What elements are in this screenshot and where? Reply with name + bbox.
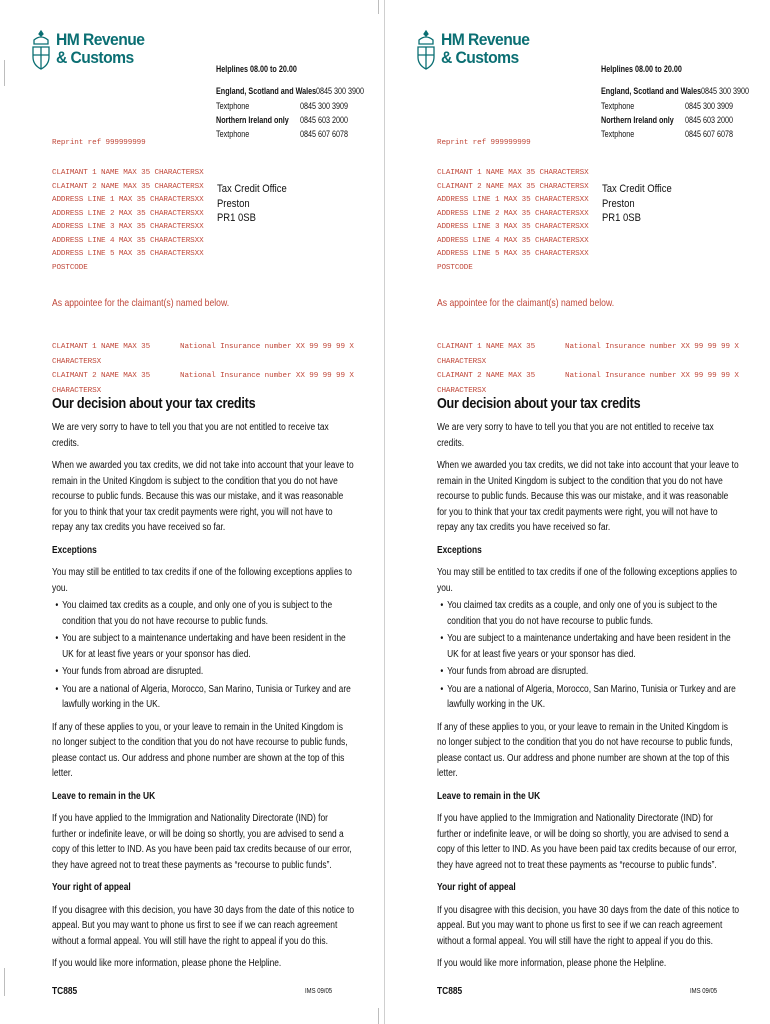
claimant-ni-number: National Insurance number XX 99 99 99 X — [565, 372, 739, 380]
leave-paragraph: If you have applied to the Immigration and Nationality Directorate (IND) for further or indefinite leave, or will be doing so shortly, you are advised to send a copy of this letter to IND. As you have been paid tax credits because of our error, they have agreed not to treat these payments as “recourse to public funds”. — [437, 813, 737, 871]
helpline-number: 0845 603 2000 — [684, 114, 733, 125]
more-info-paragraph: If you would like more information, please phone the Helpline. — [52, 958, 282, 969]
helpline-number: 0845 607 6078 — [299, 129, 348, 140]
helpline-label: Northern Ireland only — [601, 114, 674, 125]
helpline-row — [216, 99, 348, 113]
form-code: TC885 — [437, 986, 463, 997]
logo-line-1: HM Revenue — [56, 30, 145, 49]
ims-code: IMS 09/05 — [690, 988, 718, 995]
letter-heading: Our decision about your tax credits — [52, 395, 256, 412]
helpline-number: 0845 300 3909 — [684, 100, 733, 111]
exceptions-intro: You may still be entitled to tax credits if one of the following exceptions applies to you. — [52, 567, 352, 594]
address-line: CLAIMANT 2 NAME MAX 35 CHARACTERSX — [52, 182, 204, 191]
reprint-reference: Reprint ref 999999999 — [437, 139, 531, 147]
claimant-row — [437, 340, 739, 369]
office-town: Preston — [217, 197, 250, 210]
intro-paragraph: We are very sorry to have to tell you that you are not entitled to receive tax credits. — [52, 422, 329, 449]
exception-bullet: • You claimed tax credits as a couple, and only one of you is subject to the condition that you do not have recourse to public funds. — [52, 598, 354, 629]
claimant-ni-number: National Insurance number XX 99 99 99 X — [180, 343, 354, 351]
appeal-heading: Your right of appeal — [52, 882, 131, 893]
appeal-heading: Your right of appeal — [437, 882, 516, 893]
helpline-number: 0845 603 2000 — [299, 114, 348, 125]
helpline-label: England, Scotland and Wales — [601, 86, 702, 97]
claimant-address-block — [52, 167, 204, 275]
address-line: ADDRESS LINE 2 MAX 35 CHARACTERSXX — [437, 209, 589, 218]
address-line: ADDRESS LINE 5 MAX 35 CHARACTERSXX — [437, 250, 589, 258]
more-info-paragraph: If you would like more information, please phone the Helpline. — [437, 958, 667, 969]
claimant-name: CLAIMANT 2 NAME MAX 35 CHARACTERSX — [437, 372, 536, 395]
helpline-row — [216, 127, 348, 141]
letter-heading: Our decision about your tax credits — [437, 395, 641, 412]
leave-heading: Leave to remain in the UK — [437, 790, 541, 802]
helplines-title: Helplines 08.00 to 20.00 — [216, 64, 297, 74]
leave-paragraph: If you have applied to the Immigration and Nationality Directorate (IND) for further or indefinite leave, or will be doing so shortly, you are advised to send a copy of this letter to IND. As you have been paid tax credits because of our error, they have agreed not to treat these payments as “recourse to public funds”. — [52, 813, 352, 871]
address-line: POSTCODE — [437, 263, 473, 272]
office-name: Tax Credit Office — [217, 183, 287, 195]
helpline-number: 0845 300 3900 — [701, 86, 750, 97]
claimant-ni-number: National Insurance number XX 99 99 99 X — [180, 372, 354, 380]
helpline-number: 0845 607 6078 — [684, 129, 733, 140]
logo-line-1: HM Revenue — [441, 30, 530, 49]
office-town: Preston — [602, 197, 635, 210]
address-line: ADDRESS LINE 4 MAX 35 CHARACTERSXX — [52, 236, 204, 245]
exception-bullet: • You claimed tax credits as a couple, and only one of you is subject to the condition that you do not have recourse to public funds. — [437, 598, 739, 629]
helplines-box — [601, 62, 750, 141]
office-address — [602, 182, 672, 226]
address-line: CLAIMANT 2 NAME MAX 35 CHARACTERSX — [437, 182, 589, 191]
office-name: Tax Credit Office — [602, 183, 672, 195]
helpline-label: Textphone — [216, 129, 250, 140]
helpline-row — [601, 113, 733, 127]
exception-bullet: • You are a national of Algeria, Morocco, San Marino, Tunisia or Turkey and are lawfully working in the UK. — [437, 682, 739, 713]
hmrc-logo-text — [441, 31, 529, 67]
address-line: ADDRESS LINE 1 MAX 35 CHARACTERSXX — [52, 196, 204, 204]
helpline-label: Textphone — [601, 129, 635, 140]
exception-bullet: • You are subject to a maintenance undertaking and have been resident in the UK for at least five years or your sponsor has died. — [52, 631, 354, 662]
address-line: ADDRESS LINE 1 MAX 35 CHARACTERSXX — [437, 196, 589, 204]
helpline-row — [601, 84, 750, 98]
royal-crest-icon — [415, 28, 437, 74]
helpline-row — [601, 127, 733, 141]
reprint-reference: Reprint ref 999999999 — [52, 139, 146, 147]
helpline-number: 0845 300 3900 — [316, 86, 365, 97]
helpline-label: Textphone — [216, 100, 250, 111]
helpline-row — [601, 99, 733, 113]
claimant-list — [52, 340, 354, 398]
exceptions-intro: You may still be entitled to tax credits if one of the following exceptions applies to you. — [437, 567, 737, 594]
helpline-row — [216, 84, 365, 98]
claimant-ni-number: National Insurance number XX 99 99 99 X — [565, 343, 739, 351]
address-line: ADDRESS LINE 5 MAX 35 CHARACTERSXX — [52, 250, 204, 258]
exceptions-heading: Exceptions — [437, 544, 482, 556]
decision-paragraph: When we awarded you tax credits, we did not take into account that your leave to remain in the United Kingdom is subject to the condition that you do not have recourse to public funds. Because this was our mistake, and it was reasonable for you to think that your tax credit payments were right, you will not have to repay any tax credits you have received so far. — [52, 460, 354, 533]
helplines-title: Helplines 08.00 to 20.00 — [601, 64, 682, 74]
contact-paragraph: If any of these applies to you, or your leave to remain in the United Kingdom is no longer subject to the condition that you do not have recourse to public funds, please contact us. Our address and phone number are shown at the top of this letter. — [437, 721, 733, 779]
exceptions-heading: Exceptions — [52, 544, 97, 556]
intro-paragraph: We are very sorry to have to tell you that you are not entitled to receive tax credits. — [437, 422, 714, 449]
decision-paragraph: When we awarded you tax credits, we did not take into account that your leave to remain in the United Kingdom is subject to the condition that you do not have recourse to public funds. Because this was our mistake, and it was reasonable for you to think that your tax credit payments were right, you will not have to repay any tax credits you have received so far. — [437, 460, 739, 533]
address-line: CLAIMANT 1 NAME MAX 35 CHARACTERSX — [52, 169, 204, 177]
helpline-label: Northern Ireland only — [216, 114, 289, 125]
exception-bullet: • Your funds from abroad are disrupted. — [52, 664, 354, 680]
claimant-address-block — [437, 167, 589, 275]
address-line: ADDRESS LINE 3 MAX 35 CHARACTERSXX — [437, 223, 589, 231]
appointee-note: As appointee for the claimant(s) named below. — [437, 297, 615, 309]
address-line: POSTCODE — [52, 263, 88, 272]
helpline-label: Textphone — [601, 100, 635, 111]
address-line: ADDRESS LINE 2 MAX 35 CHARACTERSXX — [52, 209, 204, 218]
letter-body — [437, 395, 739, 979]
contact-paragraph: If any of these applies to you, or your leave to remain in the United Kingdom is no longer subject to the condition that you do not have recourse to public funds, please contact us. Our address and phone number are shown at the top of this letter. — [52, 721, 348, 779]
office-postcode: PR1 0SB — [602, 212, 641, 225]
address-line: ADDRESS LINE 3 MAX 35 CHARACTERSXX — [52, 223, 204, 231]
claimant-row — [437, 369, 739, 398]
helplines-box — [216, 62, 365, 141]
exception-bullet: • You are a national of Algeria, Morocco, San Marino, Tunisia or Turkey and are lawfully working in the UK. — [52, 682, 354, 713]
letter-copy-right — [385, 0, 770, 1024]
claimant-list — [437, 340, 739, 398]
letter-body — [52, 395, 354, 979]
appeal-paragraph: If you disagree with this decision, you have 30 days from the date of this notice to appeal. But you may want to phone us first to see if we can reach agreement without a formal appeal. You will still have the right to appeal if you do this. — [52, 904, 355, 947]
office-address — [217, 182, 287, 226]
appeal-paragraph: If you disagree with this decision, you have 30 days from the date of this notice to appeal. But you may want to phone us first to see if we can reach agreement without a formal appeal. You will still have the right to appeal if you do this. — [437, 904, 740, 947]
claimant-row — [52, 340, 354, 369]
exception-bullet: • Your funds from abroad are disrupted. — [437, 664, 739, 680]
hmrc-logo-text — [56, 31, 144, 67]
exception-bullet: • You are subject to a maintenance undertaking and have been resident in the UK for at least five years or your sponsor has died. — [437, 631, 739, 662]
helpline-row — [216, 113, 348, 127]
office-postcode: PR1 0SB — [217, 212, 256, 225]
claimant-name: CLAIMANT 1 NAME MAX 35 CHARACTERSX — [52, 343, 151, 366]
royal-crest-icon — [30, 28, 52, 74]
ims-code: IMS 09/05 — [305, 988, 333, 995]
logo-line-2: & Customs — [56, 48, 134, 67]
appointee-note: As appointee for the claimant(s) named below. — [52, 297, 230, 309]
helpline-number: 0845 300 3909 — [299, 100, 348, 111]
leave-heading: Leave to remain in the UK — [52, 790, 156, 802]
claimant-row — [52, 369, 354, 398]
claimant-name: CLAIMANT 2 NAME MAX 35 CHARACTERSX — [52, 372, 151, 395]
address-line: ADDRESS LINE 4 MAX 35 CHARACTERSXX — [437, 236, 589, 245]
helpline-label: England, Scotland and Wales — [216, 86, 317, 97]
claimant-name: CLAIMANT 1 NAME MAX 35 CHARACTERSX — [437, 343, 536, 366]
address-line: CLAIMANT 1 NAME MAX 35 CHARACTERSX — [437, 169, 589, 177]
form-code: TC885 — [52, 986, 78, 997]
logo-line-2: & Customs — [441, 48, 519, 67]
